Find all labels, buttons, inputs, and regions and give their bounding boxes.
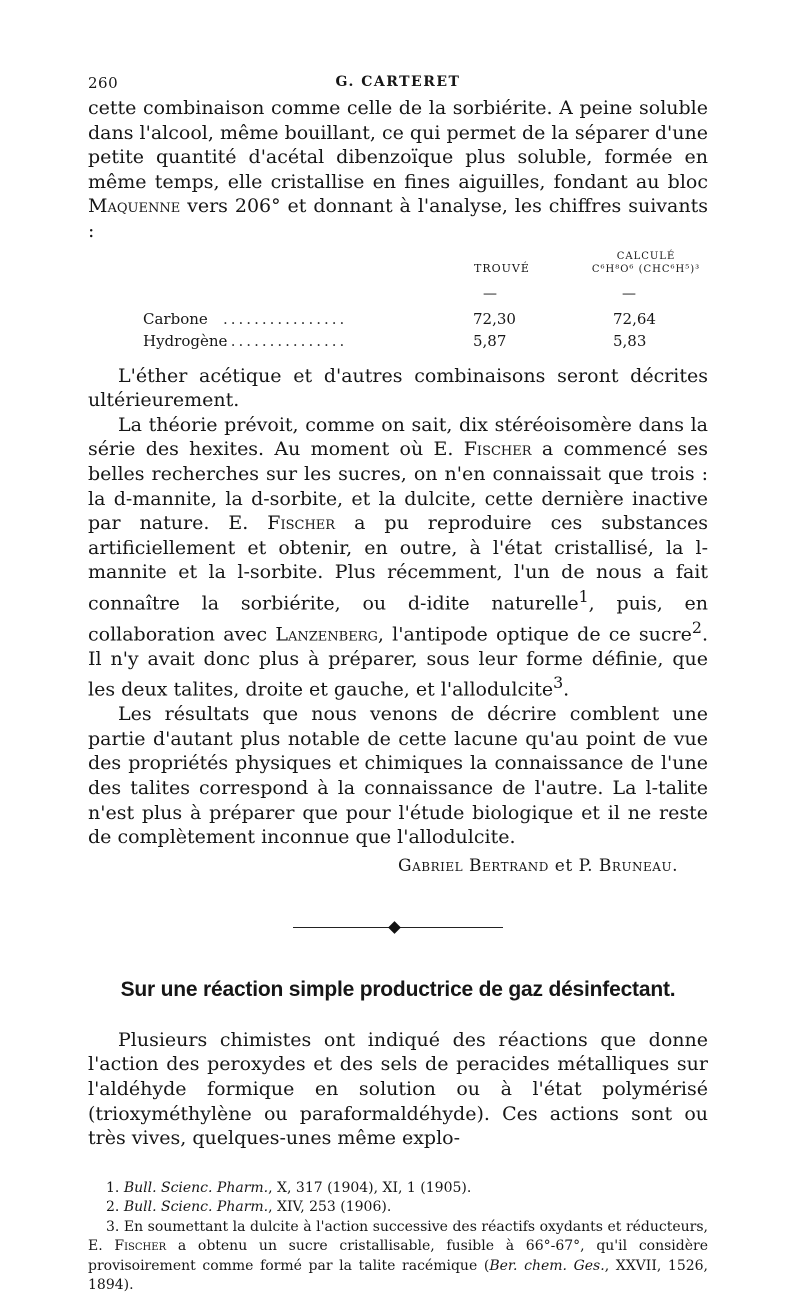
- paragraph-1: cette combinaison comme celle de la sorbiérite. A peine soluble dans l'alcool, même bouillant, ce qui permet de la séparer d'une petite quantité d'acétal dibenzoïque plus soluble, formée en même temps, elle cristallise en fines aiguilles, fondant au bloc Maquenne vers 206° et donnant à l'analyse, les chiffres suivants :: [88, 97, 708, 242]
- header-dash: —: [483, 285, 497, 302]
- table-row: [143, 332, 703, 352]
- footnote-1: 1. Bull. Scienc. Pharm., X, 317 (1904), XI, 1 (1905).: [106, 1179, 472, 1196]
- paragraph-3: La théorie prévoit, comme on sait, dix stéréoisomère dans la série des hexites. Au moment où E. Fischer a commencé ses belles recherches sur les sucres, on n'en connaissait que trois : la d-mannite, la d-sorbite, et la dulcite, cette dernière inactive par nature. E. Fischer a pu reproduire ces substances artificiellement et obtenir, en outre, à l'état cristallisé, la l-mannite et la l-sorbite. Plus récemment, l'un de nous a fait connaître la sorbiérite, ou d-idite naturelle$^1$, puis, en collaboration avec Lanzenberg, l'antipode optique de ce sucre$^2$. Il n'y avait donc plus à préparer, sous leur forme définie, que les deux talites, droite et gauche, et l'allodulcite$^3$.: [88, 413, 709, 701]
- name-fischer: Fischer: [267, 512, 336, 535]
- running-author: G. CARTERET: [335, 74, 461, 90]
- row-label: Carbone: [143, 309, 208, 328]
- leader-dots: ................: [223, 331, 348, 350]
- running-header: [88, 70, 708, 96]
- section-paragraph: Plusieurs chimistes ont indiqué des réactions que donne l'action des peroxydes et des sels de peracides métalliques sur l'aldéhyde formique en solution ou à l'état polymérisé (trioxyméthylène ou paraformaldéhyde). Ces actions sont ou très vives, quelques-unes même explo-: [88, 1028, 708, 1150]
- page: [88, 70, 708, 1296]
- footnotes: [88, 1179, 708, 1296]
- name-fischer: Fischer: [114, 1238, 167, 1255]
- page-number: 260: [88, 74, 119, 92]
- footnote-3: 3. En soumettant la dulcite à l'action successive des réactifs oxydants et réducteurs, E. Fischer a obtenu un sucre cristallisable, fusible à 66°-67°, qu'il considère provisoirement comme formé par la talite racémique (Ber. chem. Ges., XXVII, 1526, 1894).: [88, 1218, 708, 1294]
- col-header-calculated: CALCULÉ C⁶H⁸O⁶ (CHC⁶H⁵)³: [591, 250, 701, 275]
- footnote-2: 2. Bull. Scienc. Pharm., XIV, 253 (1906).: [106, 1199, 392, 1216]
- col-header-found: TROUVÉ: [474, 261, 530, 275]
- footnote-ref: 3: [553, 673, 564, 693]
- paragraph-2: L'éther acétique et d'autres combinaisons seront décrites ultérieurement.: [88, 364, 708, 412]
- name-maquenne: Maquenne: [88, 195, 181, 218]
- name-lanzenberg: Lanzenberg: [275, 623, 378, 646]
- results-table: [88, 250, 708, 356]
- footnote-ref: 1: [578, 586, 589, 606]
- header-dash: —: [622, 285, 636, 302]
- value-found: 72,30: [473, 309, 516, 328]
- formula: C⁶H⁸O⁶ (CHC⁶H⁵)³: [591, 263, 701, 275]
- paragraph-4: Les résultats que nous venons de décrire comblent une partie d'autant plus notable de cette lacune qu'au point de vue des propriétés physiques et chimiques la connaissance de l'une des talites correspond à la connaissance de l'autre. La l-talite n'est plus à préparer que pour l'étude biologique et il ne reste de complètement inconnue que l'allodulcite.: [88, 703, 708, 849]
- table-row: [143, 310, 703, 330]
- value-calculated: 5,83: [613, 331, 647, 350]
- leader-dots: ................: [223, 309, 348, 328]
- signature: Gabriel Bertrand et P. Bruneau.: [398, 855, 678, 876]
- value-found: 5,87: [473, 331, 507, 350]
- section-separator: [88, 918, 708, 938]
- name-fischer: Fischer: [463, 438, 532, 461]
- value-calculated: 72,64: [613, 309, 656, 328]
- row-label: Hydrogène: [143, 331, 228, 350]
- separator-diamond-icon: [388, 921, 401, 934]
- section-title: Sur une réaction simple productrice de gaz désinfectant.: [120, 977, 676, 1001]
- footnote-ref: 2: [691, 617, 702, 637]
